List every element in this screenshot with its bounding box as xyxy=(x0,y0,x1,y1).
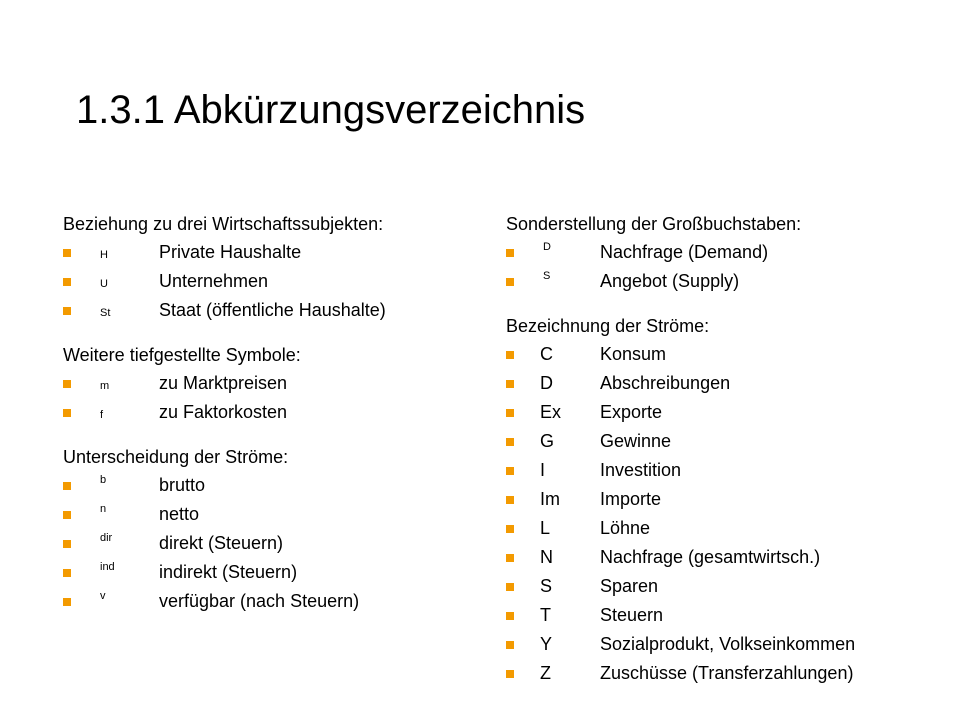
list-item xyxy=(506,659,854,688)
superscript-symbol: n xyxy=(100,503,107,515)
subscript-symbol: St xyxy=(100,307,111,319)
list-item xyxy=(506,572,801,601)
abbreviation: C xyxy=(540,344,553,364)
list-item xyxy=(506,267,801,296)
item-label: direkt (Steuern) xyxy=(159,533,284,553)
item-label: Gewinne xyxy=(600,431,672,451)
item-label: Löhne xyxy=(600,518,651,538)
right-column xyxy=(506,210,856,688)
square-bullet-icon xyxy=(506,496,514,504)
section-heading-subscripts: Weitere tiefgestellte Symbole: xyxy=(63,345,301,365)
list-item xyxy=(63,529,383,558)
square-bullet-icon xyxy=(506,612,514,620)
item-label: Zuschüsse (Transferzahlungen) xyxy=(600,663,854,683)
subscript-symbol: f xyxy=(100,409,104,421)
section-heading-capitals: Sonderstellung der Großbuchstaben: xyxy=(506,214,802,234)
item-label: Private Haushalte xyxy=(159,242,302,262)
square-bullet-icon xyxy=(63,307,71,315)
item-label: Sozialprodukt, Volkseinkommen xyxy=(600,634,856,654)
square-bullet-icon xyxy=(506,278,514,286)
item-label: Unternehmen xyxy=(159,271,269,291)
square-bullet-icon xyxy=(506,249,514,257)
item-label: zu Marktpreisen xyxy=(159,373,288,393)
item-label: Steuern xyxy=(600,605,664,625)
section-heading-subjects: Beziehung zu drei Wirtschaftssubjekten: xyxy=(63,214,384,234)
list-item xyxy=(63,398,383,427)
square-bullet-icon xyxy=(63,598,71,606)
abbreviation: D xyxy=(540,373,553,393)
abbreviation: L xyxy=(540,518,551,538)
square-bullet-icon xyxy=(63,380,71,388)
item-label: Angebot (Supply) xyxy=(600,271,740,291)
abbreviation: Y xyxy=(540,634,553,654)
left-column xyxy=(63,210,386,616)
list-item xyxy=(63,238,383,267)
item-label: Konsum xyxy=(600,344,667,364)
square-bullet-icon xyxy=(506,525,514,533)
abbreviation: N xyxy=(540,547,553,567)
square-bullet-icon xyxy=(63,569,71,577)
item-label: netto xyxy=(159,504,200,524)
list-item xyxy=(506,630,856,659)
square-bullet-icon xyxy=(63,409,71,417)
item-label: verfügbar (nach Steuern) xyxy=(159,591,360,611)
item-label: Exporte xyxy=(600,402,663,422)
superscript-symbol: dir xyxy=(100,532,113,544)
item-label: Importe xyxy=(600,489,662,509)
list-item xyxy=(506,340,801,369)
list-item xyxy=(506,427,801,456)
subscript-symbol: U xyxy=(100,278,108,290)
list-item xyxy=(63,587,383,616)
abbreviation: S xyxy=(540,576,553,596)
list-item xyxy=(63,471,383,500)
square-bullet-icon xyxy=(506,438,514,446)
superscript-symbol: v xyxy=(100,590,106,602)
item-label: Sparen xyxy=(600,576,659,596)
superscript-symbol: ind xyxy=(100,561,115,573)
list-item xyxy=(506,485,801,514)
square-bullet-icon xyxy=(63,482,71,490)
superscript-symbol: D xyxy=(543,241,551,253)
item-label: indirekt (Steuern) xyxy=(159,562,298,582)
list-item xyxy=(506,543,821,572)
square-bullet-icon xyxy=(63,249,71,257)
square-bullet-icon xyxy=(506,409,514,417)
square-bullet-icon xyxy=(506,351,514,359)
square-bullet-icon xyxy=(506,554,514,562)
list-item xyxy=(506,514,801,543)
item-label: Staat (öffentliche Haushalte) xyxy=(159,300,386,320)
subscript-symbol: H xyxy=(100,249,108,261)
abbreviation: I xyxy=(540,460,546,480)
item-label: zu Faktorkosten xyxy=(159,402,288,422)
subscript-symbol: m xyxy=(100,380,110,392)
section-heading-flow-names: Bezeichnung der Ströme: xyxy=(506,316,710,336)
square-bullet-icon xyxy=(506,380,514,388)
square-bullet-icon xyxy=(506,670,514,678)
item-label: Investition xyxy=(600,460,682,480)
list-item xyxy=(506,369,801,398)
square-bullet-icon xyxy=(63,278,71,286)
list-item xyxy=(63,558,383,587)
item-label: Nachfrage (Demand) xyxy=(600,242,769,262)
square-bullet-icon xyxy=(506,583,514,591)
superscript-symbol: b xyxy=(100,474,107,486)
abbreviation: Ex xyxy=(540,402,562,422)
list-item xyxy=(63,296,386,325)
item-label: Abschreibungen xyxy=(600,373,731,393)
list-item xyxy=(63,369,383,398)
item-label: Nachfrage (gesamtwirtsch.) xyxy=(600,547,821,567)
section-heading-flows: Unterscheidung der Ströme: xyxy=(63,447,289,467)
list-item xyxy=(506,398,801,427)
item-label: brutto xyxy=(159,475,206,495)
square-bullet-icon xyxy=(63,540,71,548)
list-item xyxy=(506,238,801,267)
square-bullet-icon xyxy=(63,511,71,519)
list-item xyxy=(63,500,383,529)
abbreviation: Im xyxy=(540,489,560,509)
square-bullet-icon xyxy=(506,467,514,475)
abbreviation: T xyxy=(540,605,551,625)
list-item xyxy=(63,267,383,296)
list-item xyxy=(506,456,801,485)
abbreviation: Z xyxy=(540,663,551,683)
slide-title: 1.3.1 Abkürzungsverzeichnis xyxy=(76,88,586,132)
list-item xyxy=(506,601,801,630)
superscript-symbol: S xyxy=(543,270,551,282)
abbreviation: G xyxy=(540,431,555,451)
square-bullet-icon xyxy=(506,641,514,649)
